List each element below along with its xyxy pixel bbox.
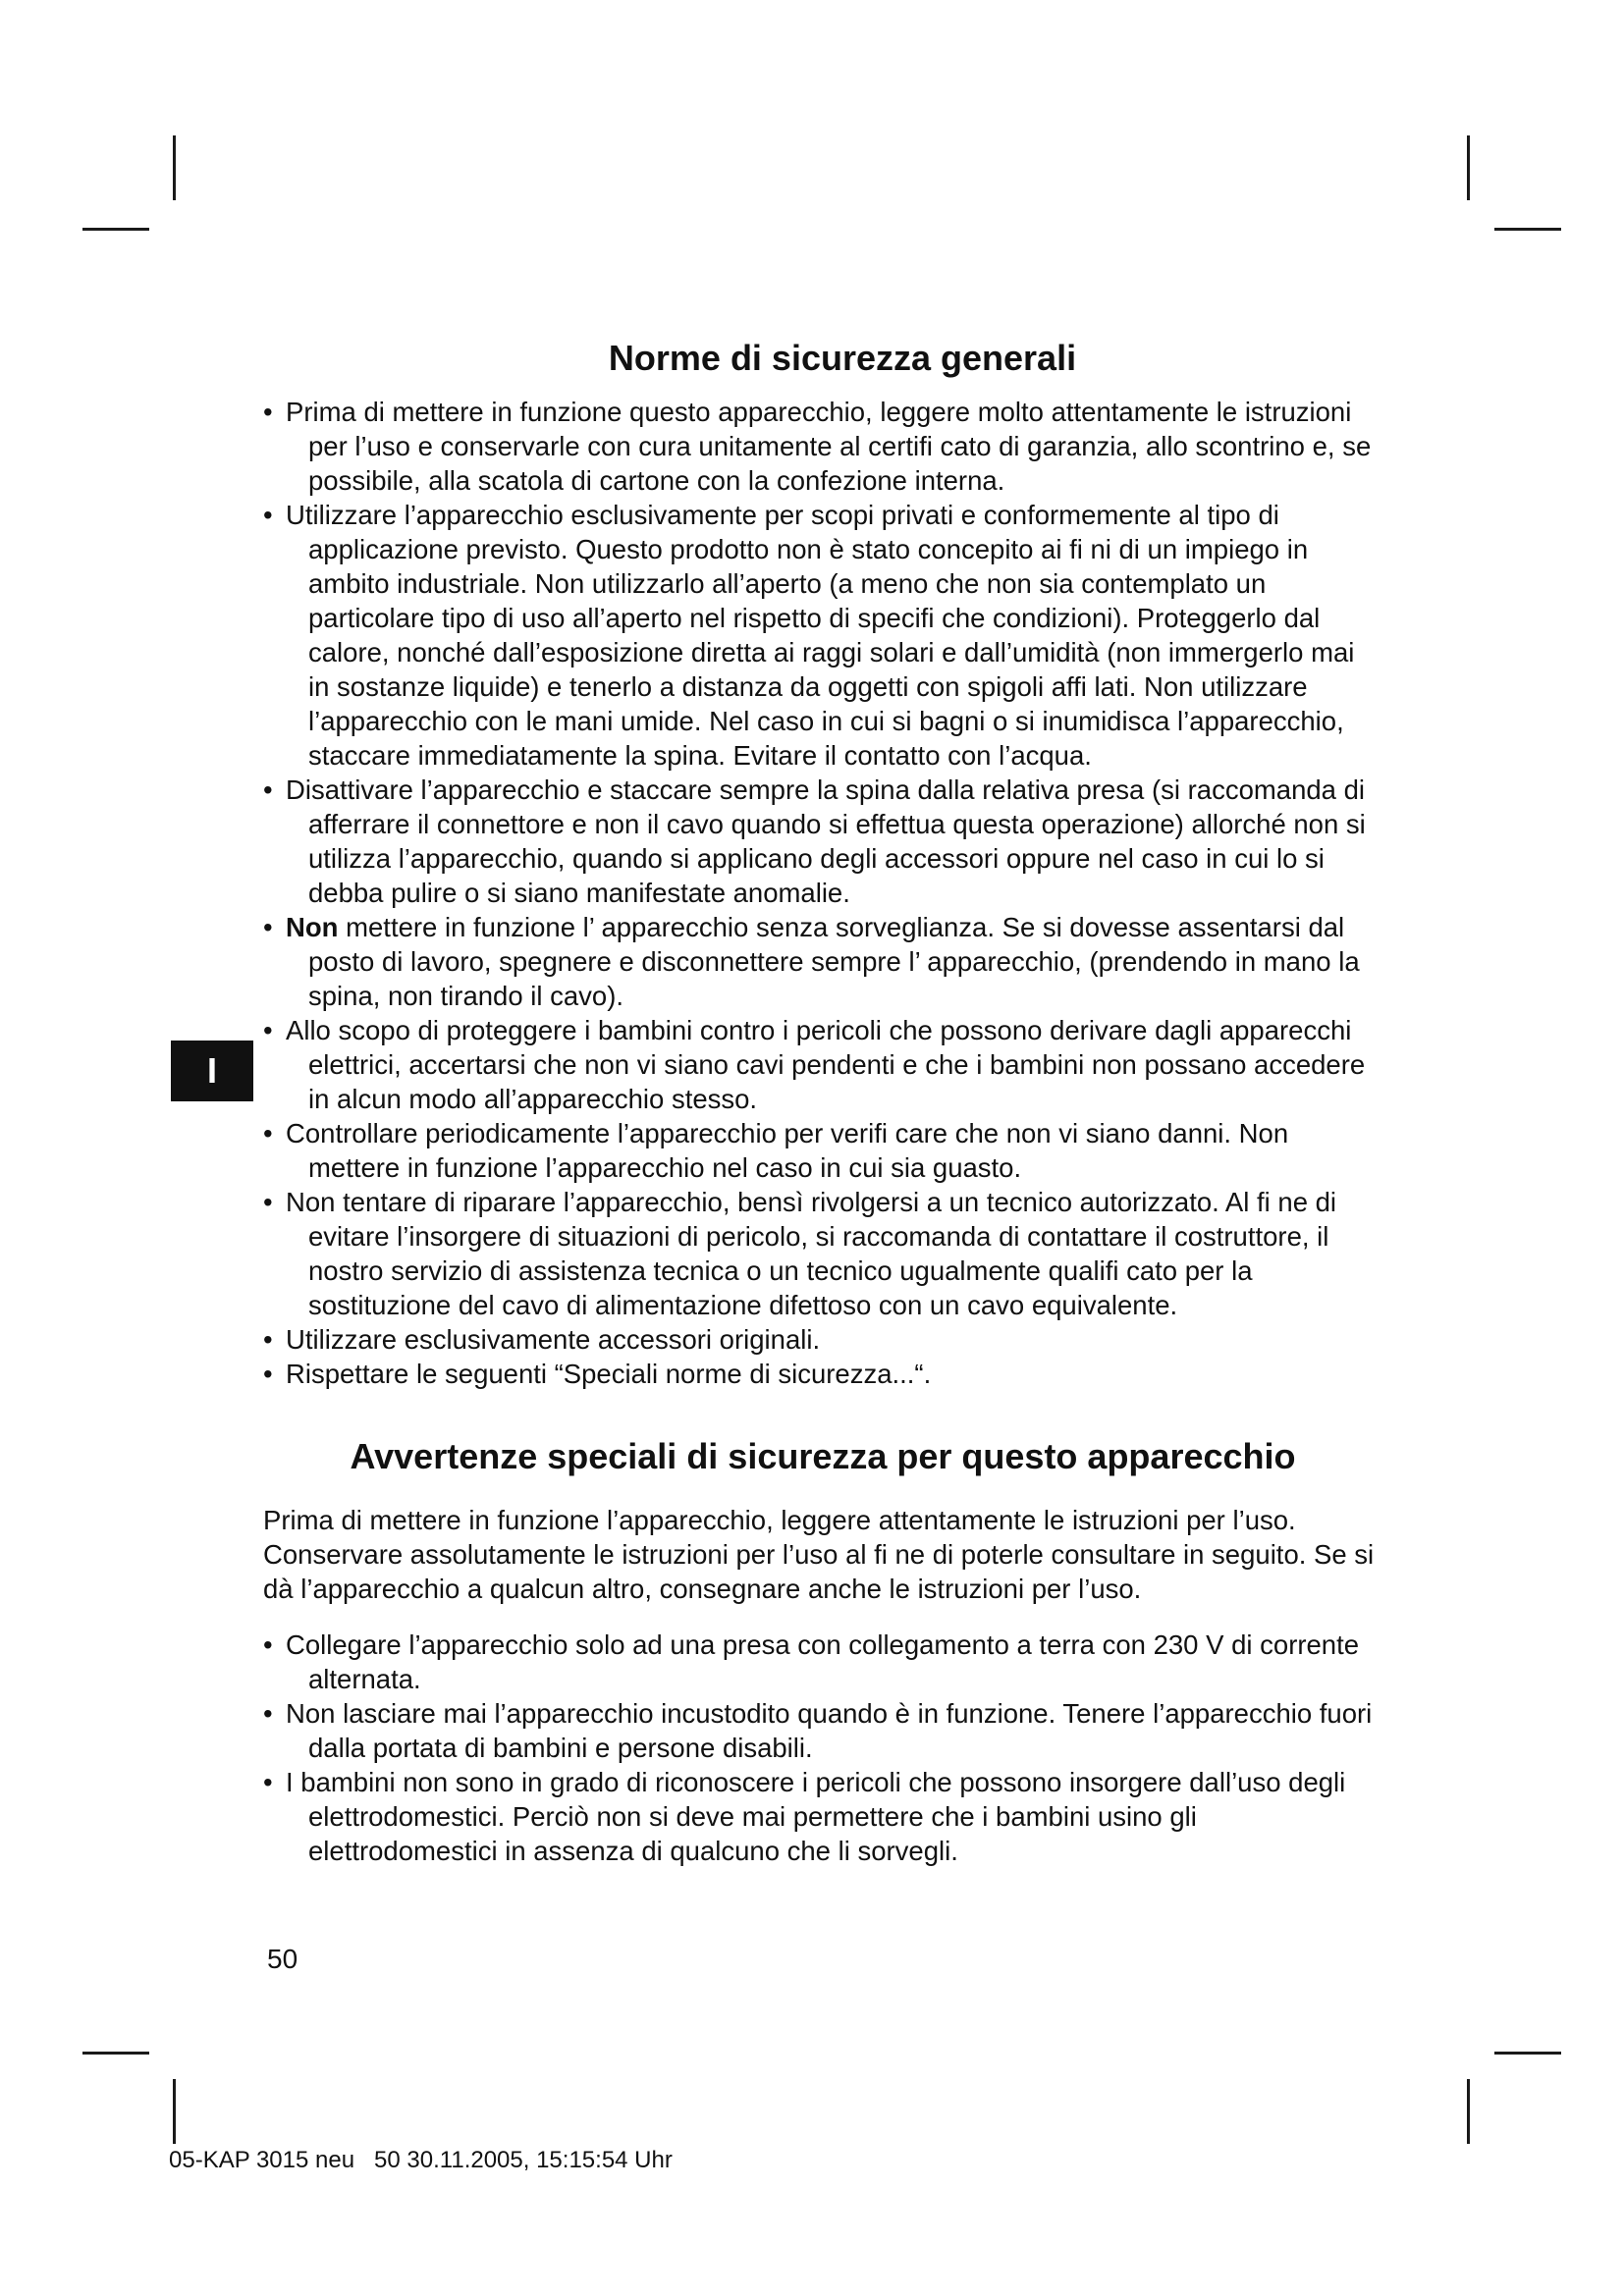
crop-mark-bottom-right-horizontal xyxy=(1494,2052,1561,2055)
bullet-icon: • xyxy=(263,500,273,530)
bullet-icon: • xyxy=(263,774,273,805)
crop-mark-top-left-horizontal xyxy=(82,228,149,231)
list-item xyxy=(263,395,1382,498)
list-item-text: Controllare periodicamente l’apparecchio per verifi care che non vi siano danni. Non mettere in funzione l’apparecchio nel caso in cui sia guasto. xyxy=(286,1118,1289,1183)
special-safety-intro: Prima di mettere in funzione l’apparecchio, leggere attentamente le istruzioni per l’uso. Conservare assolutamente le istruzioni per l’uso al fi ne di poterle consultare in seguito. Se si dà l’apparecchio a qualcun altro, consegnare anche le istruzioni per l’uso. xyxy=(263,1505,1375,1604)
bullet-icon: • xyxy=(263,1359,273,1389)
bullet-icon: • xyxy=(263,1187,273,1217)
list-item xyxy=(263,1765,1382,1868)
list-item-text: I bambini non sono in grado di riconoscere i pericoli che possono insorgere dall’uso degli elettrodomestici. Perciò non si deve mai permettere che i bambini usino gli elettrodomestici in assenza di qualcuno che li sorvegli. xyxy=(286,1767,1346,1866)
special-safety-list xyxy=(263,1628,1382,1868)
list-item-text: Non lasciare mai l’apparecchio incustodito quando è in funzione. Tenere l’apparecchio fuori dalla portata di bambini e persone disabili. xyxy=(286,1698,1373,1763)
bullet-icon: • xyxy=(263,1698,273,1729)
bullet-icon: • xyxy=(263,397,273,427)
list-item-emphasis: Non xyxy=(286,912,339,942)
print-footer: 05-KAP 3015 neu 50 30.11.2005, 15:15:54 Uhr xyxy=(169,2147,673,2173)
bullet-icon: • xyxy=(263,912,273,942)
crop-mark-bottom-left-horizontal xyxy=(82,2052,149,2055)
bullet-icon: • xyxy=(263,1015,273,1045)
list-item-text: mettere in funzione l’ apparecchio senza sorveglianza. Se si dovesse assentarsi dal posto di lavoro, spegnere e disconnettere sempre l’ apparecchio, (prendendo in mano la spina, non tirando il cavo). xyxy=(308,912,1360,1011)
bullet-icon: • xyxy=(263,1324,273,1355)
crop-mark-top-left-vertical xyxy=(173,135,176,200)
list-item-text: Rispettare le seguenti “Speciali norme di sicurezza...“. xyxy=(286,1359,932,1389)
crop-mark-top-right-vertical xyxy=(1467,135,1470,200)
section-title-general-safety: Norme di sicurezza generali xyxy=(608,338,1077,378)
list-item-text: Utilizzare esclusivamente accessori originali. xyxy=(286,1324,821,1355)
crop-mark-bottom-right-vertical xyxy=(1467,2079,1470,2144)
list-item xyxy=(263,910,1382,1013)
bullet-icon: • xyxy=(263,1767,273,1797)
list-item xyxy=(263,1185,1382,1322)
section-title-special-safety: Avvertenze speciali di sicurezza per questo apparecchio xyxy=(350,1436,1296,1476)
list-item xyxy=(263,1628,1382,1696)
list-item xyxy=(263,1357,1382,1391)
list-item xyxy=(263,1116,1382,1185)
general-safety-list xyxy=(263,395,1382,1391)
list-item-text: Allo scopo di proteggere i bambini contro i pericoli che possono derivare dagli apparecchi elettrici, accertarsi che non vi siano cavi pendenti e che i bambini non possano accedere in alcun modo all’apparecchio stesso. xyxy=(286,1015,1366,1114)
page-number: 50 xyxy=(267,1944,298,1974)
list-item xyxy=(263,1696,1382,1765)
list-item xyxy=(263,1322,1382,1357)
list-item-text: Utilizzare l’apparecchio esclusivamente per scopi privati e conformemente al tipo di applicazione previsto. Questo prodotto non è stato concepito ai fi ni di un impiego in ambito industriale. Non utilizzarlo all’aperto (a meno che non sia contemplato un particolare tipo di uso all’aperto nel rispetto di specifi che condizioni). Proteggerlo dal calore, nonché dall’esposizione diretta ai raggi solari e dall’umidità (non immergerlo mai in sostanze liquide) e tenerlo a distanza da oggetti con spigoli affi lati. Non utilizzare l’apparecchio con le mani umide. Nel caso in cui si bagni o si inumidisca l’apparecchio, staccare immediatamente la spina. Evitare il contatto con l’acqua. xyxy=(286,500,1355,771)
list-item xyxy=(263,773,1382,910)
list-item-text: Collegare l’apparecchio solo ad una presa con collegamento a terra con 230 V di corrente alternata. xyxy=(286,1629,1360,1694)
list-item-text: Disattivare l’apparecchio e staccare sempre la spina dalla relativa presa (si raccomanda di afferrare il connettore e non il cavo quando si effettua questa operazione) allorché non si utilizza l’apparecchio, quando si applicano degli accessori oppure nel caso in cui lo si debba pulire o si siano manifestate anomalie. xyxy=(286,774,1366,908)
crop-mark-top-right-horizontal xyxy=(1494,228,1561,231)
crop-mark-bottom-left-vertical xyxy=(173,2079,176,2144)
language-tab: I xyxy=(171,1041,253,1101)
list-item-text: Prima di mettere in funzione questo apparecchio, leggere molto attentamente le istruzioni per l’uso e conservarle con cura unitamente al certifi cato di garanzia, allo scontrino e, se possibile, alla scatola di cartone con la confezione interna. xyxy=(286,397,1372,496)
list-item xyxy=(263,498,1382,773)
page-content xyxy=(263,334,1382,1868)
bullet-icon: • xyxy=(263,1629,273,1660)
bullet-icon: • xyxy=(263,1118,273,1148)
list-item xyxy=(263,1013,1382,1116)
list-item-text: Non tentare di riparare l’apparecchio, bensì rivolgersi a un tecnico autorizzato. Al fi ne di evitare l’insorgere di situazioni di pericolo, si raccomanda di contattare il costruttore, il nostro servizio di assistenza tecnica o un tecnico ugualmente qualifi cato per la sostituzione del cavo di alimentazione difettoso con un cavo equivalente. xyxy=(286,1187,1337,1320)
